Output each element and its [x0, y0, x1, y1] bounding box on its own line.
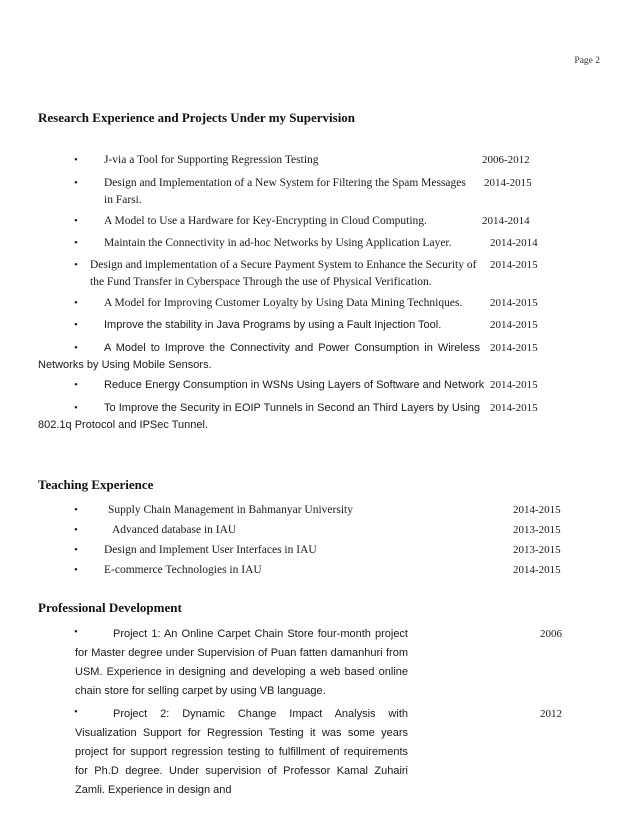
item-year: 2012: [540, 708, 562, 720]
item-year: 2014-2014: [482, 215, 530, 227]
item-title: Supply Chain Management in Bahmanyar University: [108, 504, 353, 516]
item-paragraph: Project 2: Dynamic Change Impact Analysis with Visualization Support for Regression Testing it was some years project for support regression testing to fulfillment of requirements for Ph.D degree. Under supervision of Professor Kamal Zuhairi Zamli. Experience in design and: [75, 708, 408, 796]
item-year: 2006: [540, 628, 562, 640]
research-heading: Research Experience and Projects Under my Supervision: [38, 110, 356, 125]
teaching-heading: Teaching Experience: [38, 477, 154, 492]
item-year: 2014-2015: [484, 177, 532, 189]
item-year: 2006-2012: [482, 154, 530, 166]
item-year: 2013-2015: [513, 544, 561, 556]
item-year: 2014-2015: [490, 379, 538, 391]
list-item: • Project 1: An Online Carpet Chain Store four-month project for Master degree under Supervision of Puan fatten damanhuri from USM. Experience in designing and developing a web based online chain store for selling carpet by using VB language.: [75, 625, 408, 701]
item-title: Design and Implement User Interfaces in IAU: [104, 544, 317, 556]
item-title: J-via a Tool for Supporting Regression Testing: [104, 154, 319, 166]
item-title: Reduce Energy Consumption in WSNs Using Layers of Software and Network: [104, 379, 485, 391]
item-title-cont: in Farsi.: [104, 194, 142, 206]
item-title: Maintain the Connectivity in ad-hoc Networks by Using Application Layer.: [104, 237, 452, 249]
item-year: 2014-2015: [490, 402, 538, 414]
list-item: • Project 2: Dynamic Change Impact Analysis with Visualization Support for Regression Testing it was some years project for support regression testing to fulfillment of requirements for Ph.D degree. Under supervision of Professor Kamal Zuhairi Zamli. Experience in design and: [75, 705, 408, 800]
item-title: Design and implementation of a Secure Payment System to Enhance the Security of: [90, 259, 477, 271]
item-title: A Model for Improving Customer Loyalty by Using Data Mining Techniques.: [104, 297, 463, 309]
item-title: Advanced database in IAU: [112, 524, 237, 536]
item-title-cont: Networks by Using Mobile Sensors.: [38, 359, 212, 371]
item-title: A Model to Use a Hardware for Key-Encrypting in Cloud Computing.: [104, 215, 427, 227]
item-title-cont: the Fund Transfer in Cyberspace Through the use of Physical Verification.: [90, 276, 432, 288]
professional-heading: Professional Development: [38, 600, 182, 615]
item-year: 2014-2015: [490, 342, 538, 354]
item-year: 2014-2015: [513, 504, 561, 516]
item-title: E-commerce Technologies in IAU: [104, 564, 262, 576]
item-year: 2014-2015: [490, 297, 538, 309]
item-title: Improve the stability in Java Programs by using a Fault Injection Tool.: [104, 319, 442, 331]
item-title: A Model to Improve the Connectivity and Power Consumption in Wireless: [104, 342, 480, 354]
item-title-cont: 802.1q Protocol and IPSec Tunnel.: [38, 419, 209, 431]
item-year: 2014-2015: [490, 319, 538, 331]
item-paragraph: Project 1: An Online Carpet Chain Store four-month project for Master degree under Supervision of Puan fatten damanhuri from USM. Experience in designing and developing a web based online chain store for selling carpet by using VB language.: [75, 628, 408, 697]
item-title: Design and Implementation of a New System for Filtering the Spam Messages: [104, 177, 466, 189]
item-year: 2014-2015: [490, 259, 538, 271]
item-year: 2014-2015: [513, 564, 561, 576]
item-title: To Improve the Security in EOIP Tunnels in Second an Third Layers by Using: [104, 402, 480, 414]
page-number: Page 2: [574, 56, 600, 66]
item-year: 2014-2014: [490, 237, 538, 249]
item-year: 2013-2015: [513, 524, 561, 536]
